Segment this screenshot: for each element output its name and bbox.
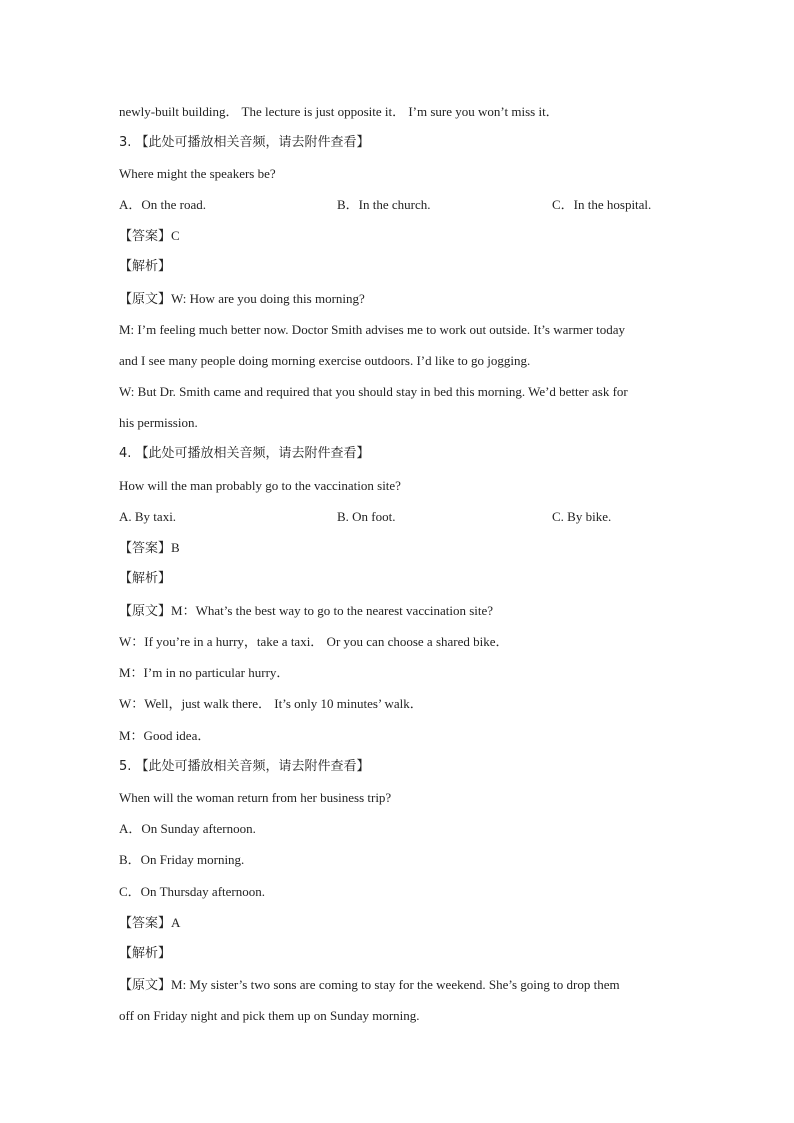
q3-answer: [119, 228, 180, 245]
q3-analysis-tag: 【解析】: [119, 259, 172, 274]
q4-transcript-line-4: W：Well，just walk there． It’s only 10 minutes’ walk．: [119, 696, 423, 711]
q4-option-c: C. By bike.: [552, 509, 612, 524]
answer-tag: 【答案】: [119, 916, 172, 931]
answer-value: B: [171, 540, 180, 555]
q3-header: 3. 【此处可播放相关音频，请去附件查看】: [119, 135, 370, 150]
q3-option-a: A．On the road.: [119, 197, 207, 212]
answer-value: C: [171, 228, 180, 243]
intro-line: newly-built building． The lecture is just opposite it． I’m sure you won’t miss it．: [119, 104, 559, 119]
q4-answer: [119, 540, 180, 557]
q3-option-c: C．In the hospital.: [552, 197, 652, 212]
transcript-text: W: How are you doing this morning?: [171, 291, 365, 306]
answer-tag: 【答案】: [119, 229, 172, 244]
q4-option-b: B. On foot.: [337, 509, 396, 524]
q3-transcript-line-4: W: But Dr. Smith came and required that you should stay in bed this morning. We’d better ask for: [119, 384, 628, 399]
q3-question: Where might the speakers be?: [119, 166, 276, 181]
q4-transcript-line-3: M：I’m in no particular hurry．: [119, 665, 290, 680]
q3-transcript-line-3: and I see many people doing morning exercise outdoors. I’d like to go jogging.: [119, 353, 531, 368]
transcript-text: M：What’s the best way to go to the nearest vaccination site?: [171, 603, 494, 618]
q5-option-a: A．On Sunday afternoon.: [119, 821, 256, 836]
q5-option-c: C．On Thursday afternoon.: [119, 884, 265, 899]
q5-question: When will the woman return from her business trip?: [119, 790, 392, 805]
q5-answer: [119, 915, 180, 932]
q4-transcript-line-1: [119, 603, 493, 620]
transcript-tag: 【原文】: [119, 292, 172, 307]
q4-header: 4. 【此处可播放相关音频，请去附件查看】: [119, 446, 370, 461]
q5-option-b: B．On Friday morning.: [119, 852, 245, 867]
q4-transcript-line-2: W：If you’re in a hurry，take a taxi． Or you can choose a shared bike．: [119, 634, 509, 649]
q4-analysis-tag: 【解析】: [119, 571, 172, 586]
q5-transcript-line-2: off on Friday night and pick them up on Sunday morning.: [119, 1008, 420, 1023]
answer-tag: 【答案】: [119, 541, 172, 556]
transcript-tag: 【原文】: [119, 604, 172, 619]
transcript-tag: 【原文】: [119, 978, 172, 993]
answer-value: A: [171, 915, 181, 930]
q4-transcript-line-5: M：Good idea．: [119, 728, 211, 743]
q3-transcript-line-2: M: I’m feeling much better now. Doctor Smith advises me to work out outside. It’s warmer today: [119, 322, 626, 337]
q5-transcript-line-1: [119, 977, 620, 994]
q5-header: 5. 【此处可播放相关音频，请去附件查看】: [119, 759, 370, 774]
q3-transcript-line-5: his permission.: [119, 415, 198, 430]
q4-question: How will the man probably go to the vaccination site?: [119, 478, 401, 493]
q3-transcript-line-1: [119, 291, 365, 308]
q5-analysis-tag: 【解析】: [119, 946, 172, 961]
q4-option-a: A. By taxi.: [119, 509, 177, 524]
transcript-text: M: My sister’s two sons are coming to stay for the weekend. She’s going to drop them: [171, 977, 620, 992]
q3-option-b: B．In the church.: [337, 197, 431, 212]
